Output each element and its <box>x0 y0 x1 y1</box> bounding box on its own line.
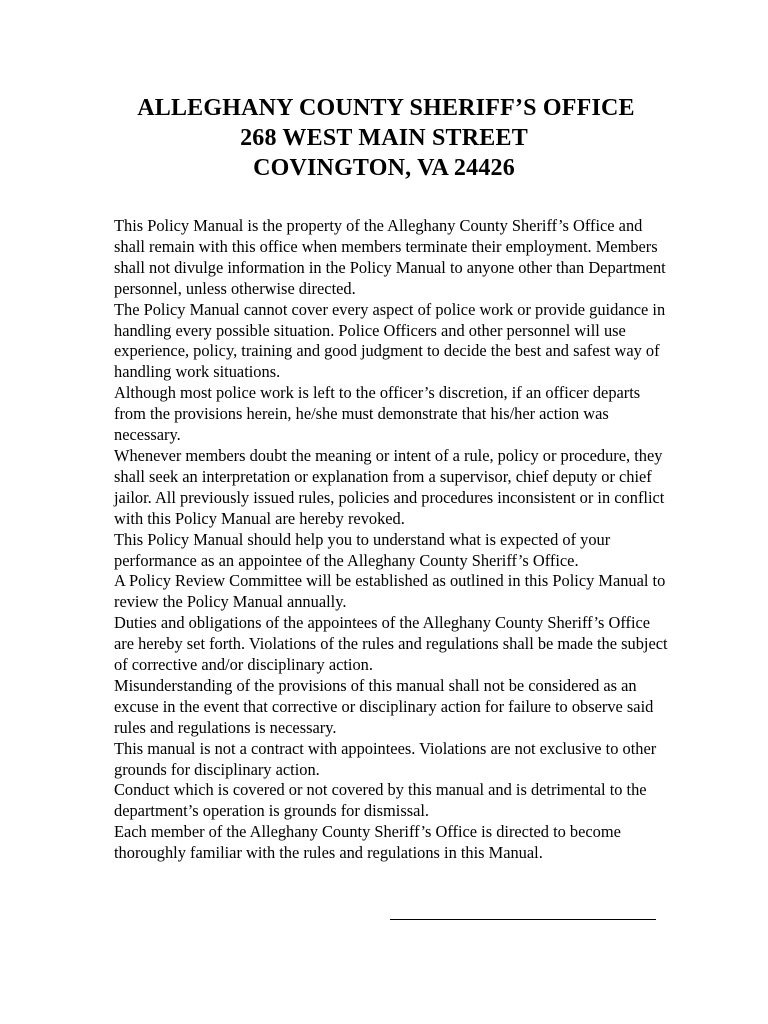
signature-line <box>390 919 656 920</box>
paragraph-discretion: Although most police work is left to the officer’s discretion, if an officer departs from the provisions herein, he/she must demonstrate that his/her action was necessary. <box>114 383 641 445</box>
city-state-zip: COVINGTON, VA 24426 <box>253 155 515 181</box>
office-name: ALLEGHANY COUNTY SHERIFF’S OFFICE <box>137 95 635 121</box>
paragraph-interpretation: Whenever members doubt the meaning or intent of a rule, policy or procedure, they shall seek an interpretation or explanation from a supervisor, chief deputy or chief jailor. All previously issued rules, policies and procedures inconsistent or in conflict with this Policy Manual are hereby revoked. <box>114 445 665 528</box>
paragraph-misunderstanding: Misunderstanding of the provisions of this manual shall not be considered as an excuse in the event that corrective or disciplinary action for failure to observe said rules and regulations is necessary. <box>114 675 654 737</box>
paragraph-property: This Policy Manual is the property of the Alleghany County Sheriff’s Office and shall remain with this office when members terminate their employment. Members shall not divulge information in the Policy Manual to anyone other than Department personnel, unless otherwise directed. <box>114 216 666 298</box>
paragraph-duties: Duties and obligations of the appointees of the Alleghany County Sheriff’s Office are hereby set forth. Violations of the rules and regulations shall be made the subject of corrective and/or disciplinary action. <box>114 613 668 675</box>
paragraph-conduct: Conduct which is covered or not covered by this manual and is detrimental to the department’s operation is grounds for dismissal. <box>114 780 647 821</box>
paragraph-not-contract: This manual is not a contract with appointees. Violations are not exclusive to other grounds for disciplinary action. <box>114 738 657 779</box>
paragraph-expectations: This Policy Manual should help you to understand what is expected of your performance as an appointee of the Alleghany County Sheriff’s Office. <box>114 529 611 570</box>
paragraph-review-committee: A Policy Review Committee will be established as outlined in this Policy Manual to review the Policy Manual annually. <box>114 571 666 612</box>
paragraph-familiarity: Each member of the Alleghany County Sheriff’s Office is directed to become thoroughly familiar with the rules and regulations in this Manual. <box>114 822 621 863</box>
policy-body <box>114 216 674 864</box>
street-address: 268 WEST MAIN STREET <box>240 125 528 151</box>
paragraph-coverage: The Policy Manual cannot cover every aspect of police work or provide guidance in handling every possible situation. Police Officers and other personnel will use experience, policy, training and good judgment to decide the best and safest way of handling work situations. <box>114 299 666 382</box>
document-header <box>0 93 768 183</box>
